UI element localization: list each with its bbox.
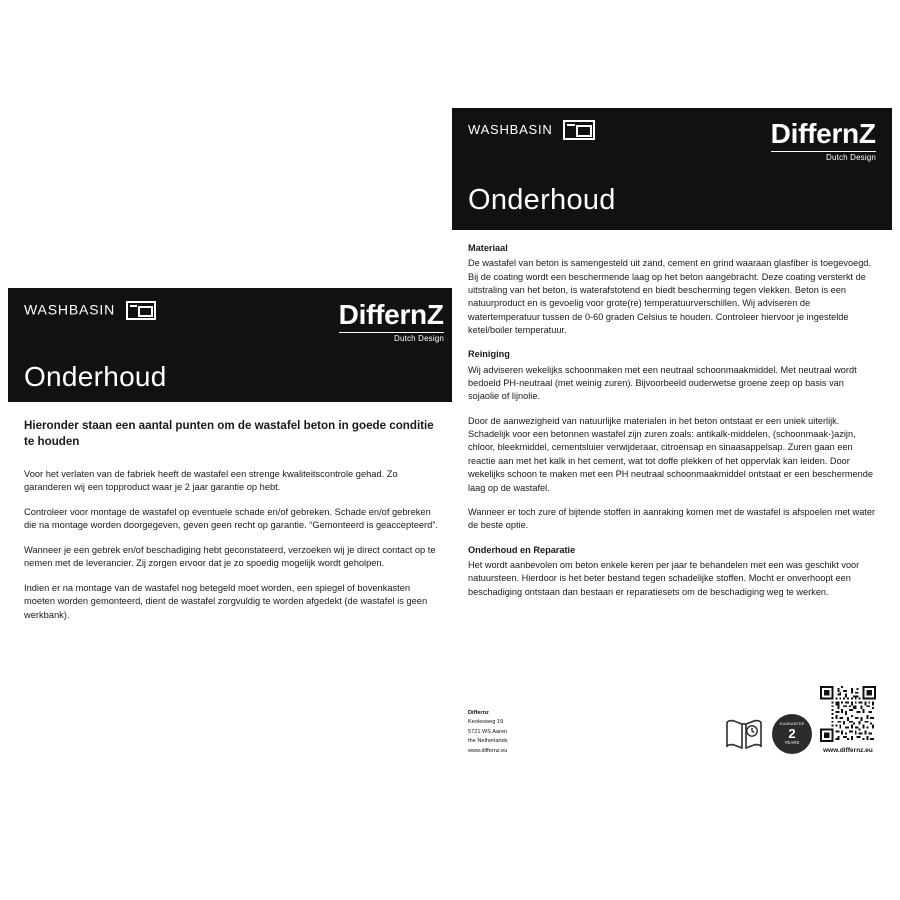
brand-name-main: Differn (770, 118, 859, 149)
manual-book-icon (724, 716, 764, 754)
washbasin-lockup (24, 301, 156, 320)
qr-block (820, 686, 876, 754)
brand-tagline: Dutch Design (826, 153, 876, 162)
guarantee-badge (772, 714, 812, 754)
brand-rule (771, 151, 876, 152)
section-paragraph: Het wordt aanbevolen om beton enkele keren per jaar te behandelen met een was geschikt voor natuursteen. Hierdoor is het beter bestand tegen schadelijke stoffen. Mocht er onverhoopt een beschadiging ontstaan dan bestaan er reparatiesets om de beschadiging weg te werken. (468, 559, 860, 597)
brand-tagline: Dutch Design (394, 334, 444, 343)
address-country: the Netherlands (468, 738, 508, 744)
section-heading-onderhoud-reparatie: Onderhoud en Reparatie (468, 544, 576, 555)
brand-row (468, 120, 876, 162)
address-postal: 5721 WS Aaren (468, 728, 508, 735)
washbasin-lockup (468, 120, 595, 140)
back-sheet-body (8, 402, 460, 643)
section-paragraph: Door de aanwezigheid van natuurlijke materialen in het beton ontstaat er een uniek uiterlijk. Schadelijk voor een betonnen wastafel zijn zuren zoals: antikalk-middelen, (schoonmaak-)azijn, chloor, bleekmiddel, cementsluier verwijderaar, citroensap en sinaasappelsap. Zuren gaan een reactie aan met het kalk in het cement, wat tot doffe plekken of het oppervlak kan leiden. Door wekelijks schoon te maken met een PH neutraal schoonmaakmiddel ontstaat er een beschermende laag op de wastafel. (468, 415, 873, 493)
washbasin-icon (563, 120, 595, 140)
front-sheet-header (452, 108, 892, 230)
washbasin-icon (126, 301, 156, 320)
brand-name-main: Differn (338, 299, 427, 330)
brand-block (771, 120, 876, 162)
section-heading-reiniging: Reiniging (468, 349, 510, 360)
front-sheet-footer (452, 656, 892, 776)
back-sheet-header (8, 288, 460, 402)
back-intro-heading: Hieronder staan een aantal punten om de wastafel beton in goede conditie te houden (24, 419, 434, 448)
brand-rule (339, 332, 444, 333)
back-paragraph: Voor het verlaten van de fabriek heeft de wastafel een strenge kwaliteitscontrole gehad. Zo garanderen wij een topproduct waar je 2 jaar garantie op hebt. (24, 468, 398, 493)
front-sheet-title: Onderhoud (468, 184, 616, 216)
qr-url-label: www.differnz.eu (823, 747, 873, 754)
back-paragraph: Wanneer je een gebrek en/of beschadiging hebt geconstateerd, verzoeken wij je direct contact op te nemen met de leverancier. Zij zorgen ervoor dat je zo spoedig mogelijk wordt geholpen. (24, 544, 436, 569)
guarantee-bottom-label: YEARS (784, 739, 800, 745)
brand-name-tail: Z (858, 118, 876, 149)
address-website: www.differnz.eu (468, 747, 508, 754)
brand-block (339, 301, 444, 343)
guarantee-years-number: 2 (788, 725, 796, 741)
address-block (468, 709, 508, 757)
guarantee-top-label: GUARANTEE (779, 722, 805, 727)
brand-name-tail: Z (426, 299, 444, 330)
front-sheet-body (452, 230, 892, 599)
front-sheet (452, 108, 892, 776)
back-sheet (8, 288, 460, 771)
back-paragraph: Controleer voor montage de wastafel op eventuele schade en/of gebreken. Schade en/of gebreken die na montage worden doorgegeven, geven geen recht op garantie. “Gemonteerd is geaccepteerd”. (24, 506, 438, 531)
washbasin-label: WASHBASIN (24, 301, 116, 318)
section-paragraph: De wastafel van beton is samengesteld uit zand, cement en grind waaraan glasfiber is toegevoegd. Bij de coating wordt een beschermende laag op het beton aangebracht. Deze coating versterkt de uitstraling van het beton, is waterafstotend en biedt bescherming tegen vlekken. Beton is een natuurproduct en is gevoelig voor grote(re) temperatuurverschillen. Wij adviseren de watertemperatuur tussen de 0-60 graden Celsius te houden. Controleer hiervoor je ingestelde ketel/boiler temperatuur. (468, 258, 871, 336)
qr-code-icon[interactable] (820, 686, 876, 742)
section-heading-materiaal: Materiaal (468, 243, 508, 253)
brand-name (771, 120, 876, 148)
address-street: Keolesweg 19 (468, 719, 504, 725)
section-paragraph: Wij adviseren wekelijks schoonmaken met een neutraal schoonmaakmiddel. Met neutraal wordt bedoeld PH-neutraal (met weinig zuren). Bijvoorbeeld ouderwetse groene zeep op basis van sojaolie of lijnolie. (468, 364, 857, 402)
footer-badges (724, 686, 876, 754)
address-company: Differnz (468, 709, 489, 716)
brand-row (24, 301, 444, 343)
section-paragraph: Wanneer er toch zure of bijtende stoffen in aanraking komen met de wastafel is afspoelen met water de beste optie. (468, 506, 876, 531)
washbasin-label: WASHBASIN (468, 122, 553, 138)
brand-name (339, 301, 444, 329)
back-sheet-title: Onderhoud (24, 361, 167, 392)
back-paragraph: Indien er na montage van de wastafel nog betegeld moet worden, een spiegel of bovenkasten moeten worden gemonteerd, dient de wastafel zorgvuldig te worden afgedekt (de wastafel is geen werkbank). (24, 582, 428, 620)
